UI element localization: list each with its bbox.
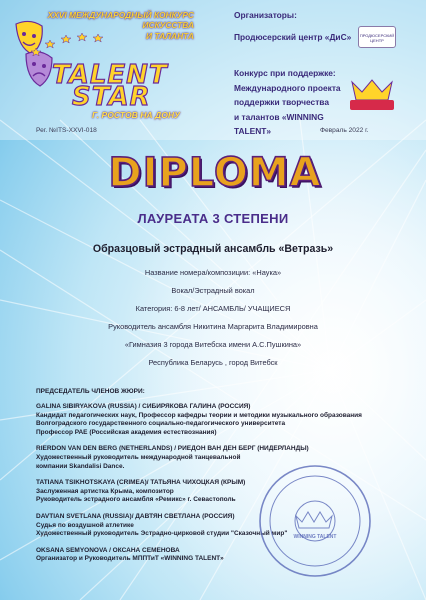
jury-member-name: OKSANA SEMYONOVA / ОКСАНА СЕМЕНОВА <box>36 546 180 554</box>
logo-star-text: STAR <box>72 82 151 112</box>
contest-title-line: ИСКУССТВА <box>142 20 194 31</box>
jury-member-desc: Художественный руководитель международной танцевальной <box>36 453 241 461</box>
support-line: поддержки творчества <box>234 97 329 107</box>
jury-member-desc: Волгоградского государственного социально-педагогического университета <box>36 420 286 428</box>
jury-member-name: GALINA SIBIRYAKOVA (RUSSIA) / СИБИРЯКОВА ГАЛИНА (РОССИЯ) <box>36 403 251 410</box>
support-line: Международного проекта <box>234 82 341 93</box>
contest-title <box>34 10 194 41</box>
talent-star-logo <box>30 60 190 120</box>
logo-city: Г. РОСТОВ НА ДОНУ <box>92 110 180 120</box>
laureate-degree: ЛАУРЕАТА 3 СТЕПЕНИ <box>137 211 289 226</box>
leader: Руководитель ансамбля Никитина Маргарита Владимировна <box>108 322 318 331</box>
jury-member-name: DAVTIAN SVETLANA (RUSSIA)/ ДАВТЯН СВЕТЛАНА (РОССИЯ) <box>36 512 235 520</box>
logo-talent-text: TALENT <box>52 60 168 90</box>
organizers-label: Организаторы: <box>234 10 297 20</box>
jury-member-desc: Профессор РАЕ (Российская академия естествознания) <box>36 428 217 436</box>
support-line: Конкурс при поддержке: <box>234 68 336 78</box>
contest-title-line: XXVI МЕЖДУНАРОДНЫЙ КОНКУРС <box>47 10 194 20</box>
location: Республика Беларусь , город Витебск <box>148 358 278 367</box>
stamp-text: WINNING TALENT <box>293 534 337 540</box>
ensemble-name: Образцовый эстрадный ансамбль «Ветразь» <box>92 243 334 255</box>
jury-member-desc: Руководитель эстрадного ансамбля «Ремикс» г. Севастополь <box>36 496 236 504</box>
jury-member-name: RIERDON VAN DEN BERG (NETHERLANDS) / РИЕДОН ВАН ДЕН БЕРГ (НИДЕРЛАНДЫ) <box>36 445 309 453</box>
jury-member-desc: Заслуженная артистка Крыма, композитор <box>36 487 174 495</box>
issue-date: Февраль 2022 г. <box>320 127 369 134</box>
jury-member-desc: Организатор и Руководитель МППТиТ «WINNING TALENT» <box>36 555 224 563</box>
jury-member <box>36 403 416 437</box>
nomination: Вокал/Эстрадный вокал <box>171 286 255 295</box>
jury-title: ПРЕДСЕДАТЕЛЬ ЧЛЕНОВ ЖЮРИ: <box>36 388 145 395</box>
winning-talent-logo <box>348 76 396 112</box>
jury-member-desc: компании Skandalisi Dance. <box>36 462 125 470</box>
diploma-title: DIPLOMA <box>108 150 322 196</box>
category: Категория: 6-8 лет/ АНСАМБЛЬ/ УЧАЩИЕСЯ <box>135 304 291 313</box>
jury-member-desc: Художественный руководитель Эстрадно-цирковой студии "Сказочный мир" <box>36 530 288 538</box>
contest-title-line: И ТАЛАНТА <box>146 30 194 41</box>
jury-member-desc: Кандидат педагогических наук, Профессор кафедры теории и методики музыкального образования <box>36 411 362 419</box>
jury-member-desc: Судья по воздушной атлетике <box>36 521 134 529</box>
producer-center-logo <box>358 26 396 48</box>
support-line: и талантов «WINNING TALENT» <box>234 111 324 136</box>
jury-member-name: TATIANA TSIKHOTSKAYA (CRIMEA)/ ТАТЬЯНА ЧИХОЦКАЯ (КРЫМ) <box>36 479 246 487</box>
organizers-value: Продюсерский центр «ДиС» <box>234 32 352 42</box>
official-stamp <box>256 462 374 580</box>
producer-center-logo-text: ПРОДЮСЕРСКИЙ ЦЕНТР <box>359 33 395 43</box>
registration-number: Рег. №ITS-XXVI-018 <box>36 127 97 134</box>
institution: «Гимназия 3 города Витебска имени А.С.Пушкина» <box>124 340 302 349</box>
composition-name: Название номера/композиции: «Наука» <box>144 268 282 277</box>
